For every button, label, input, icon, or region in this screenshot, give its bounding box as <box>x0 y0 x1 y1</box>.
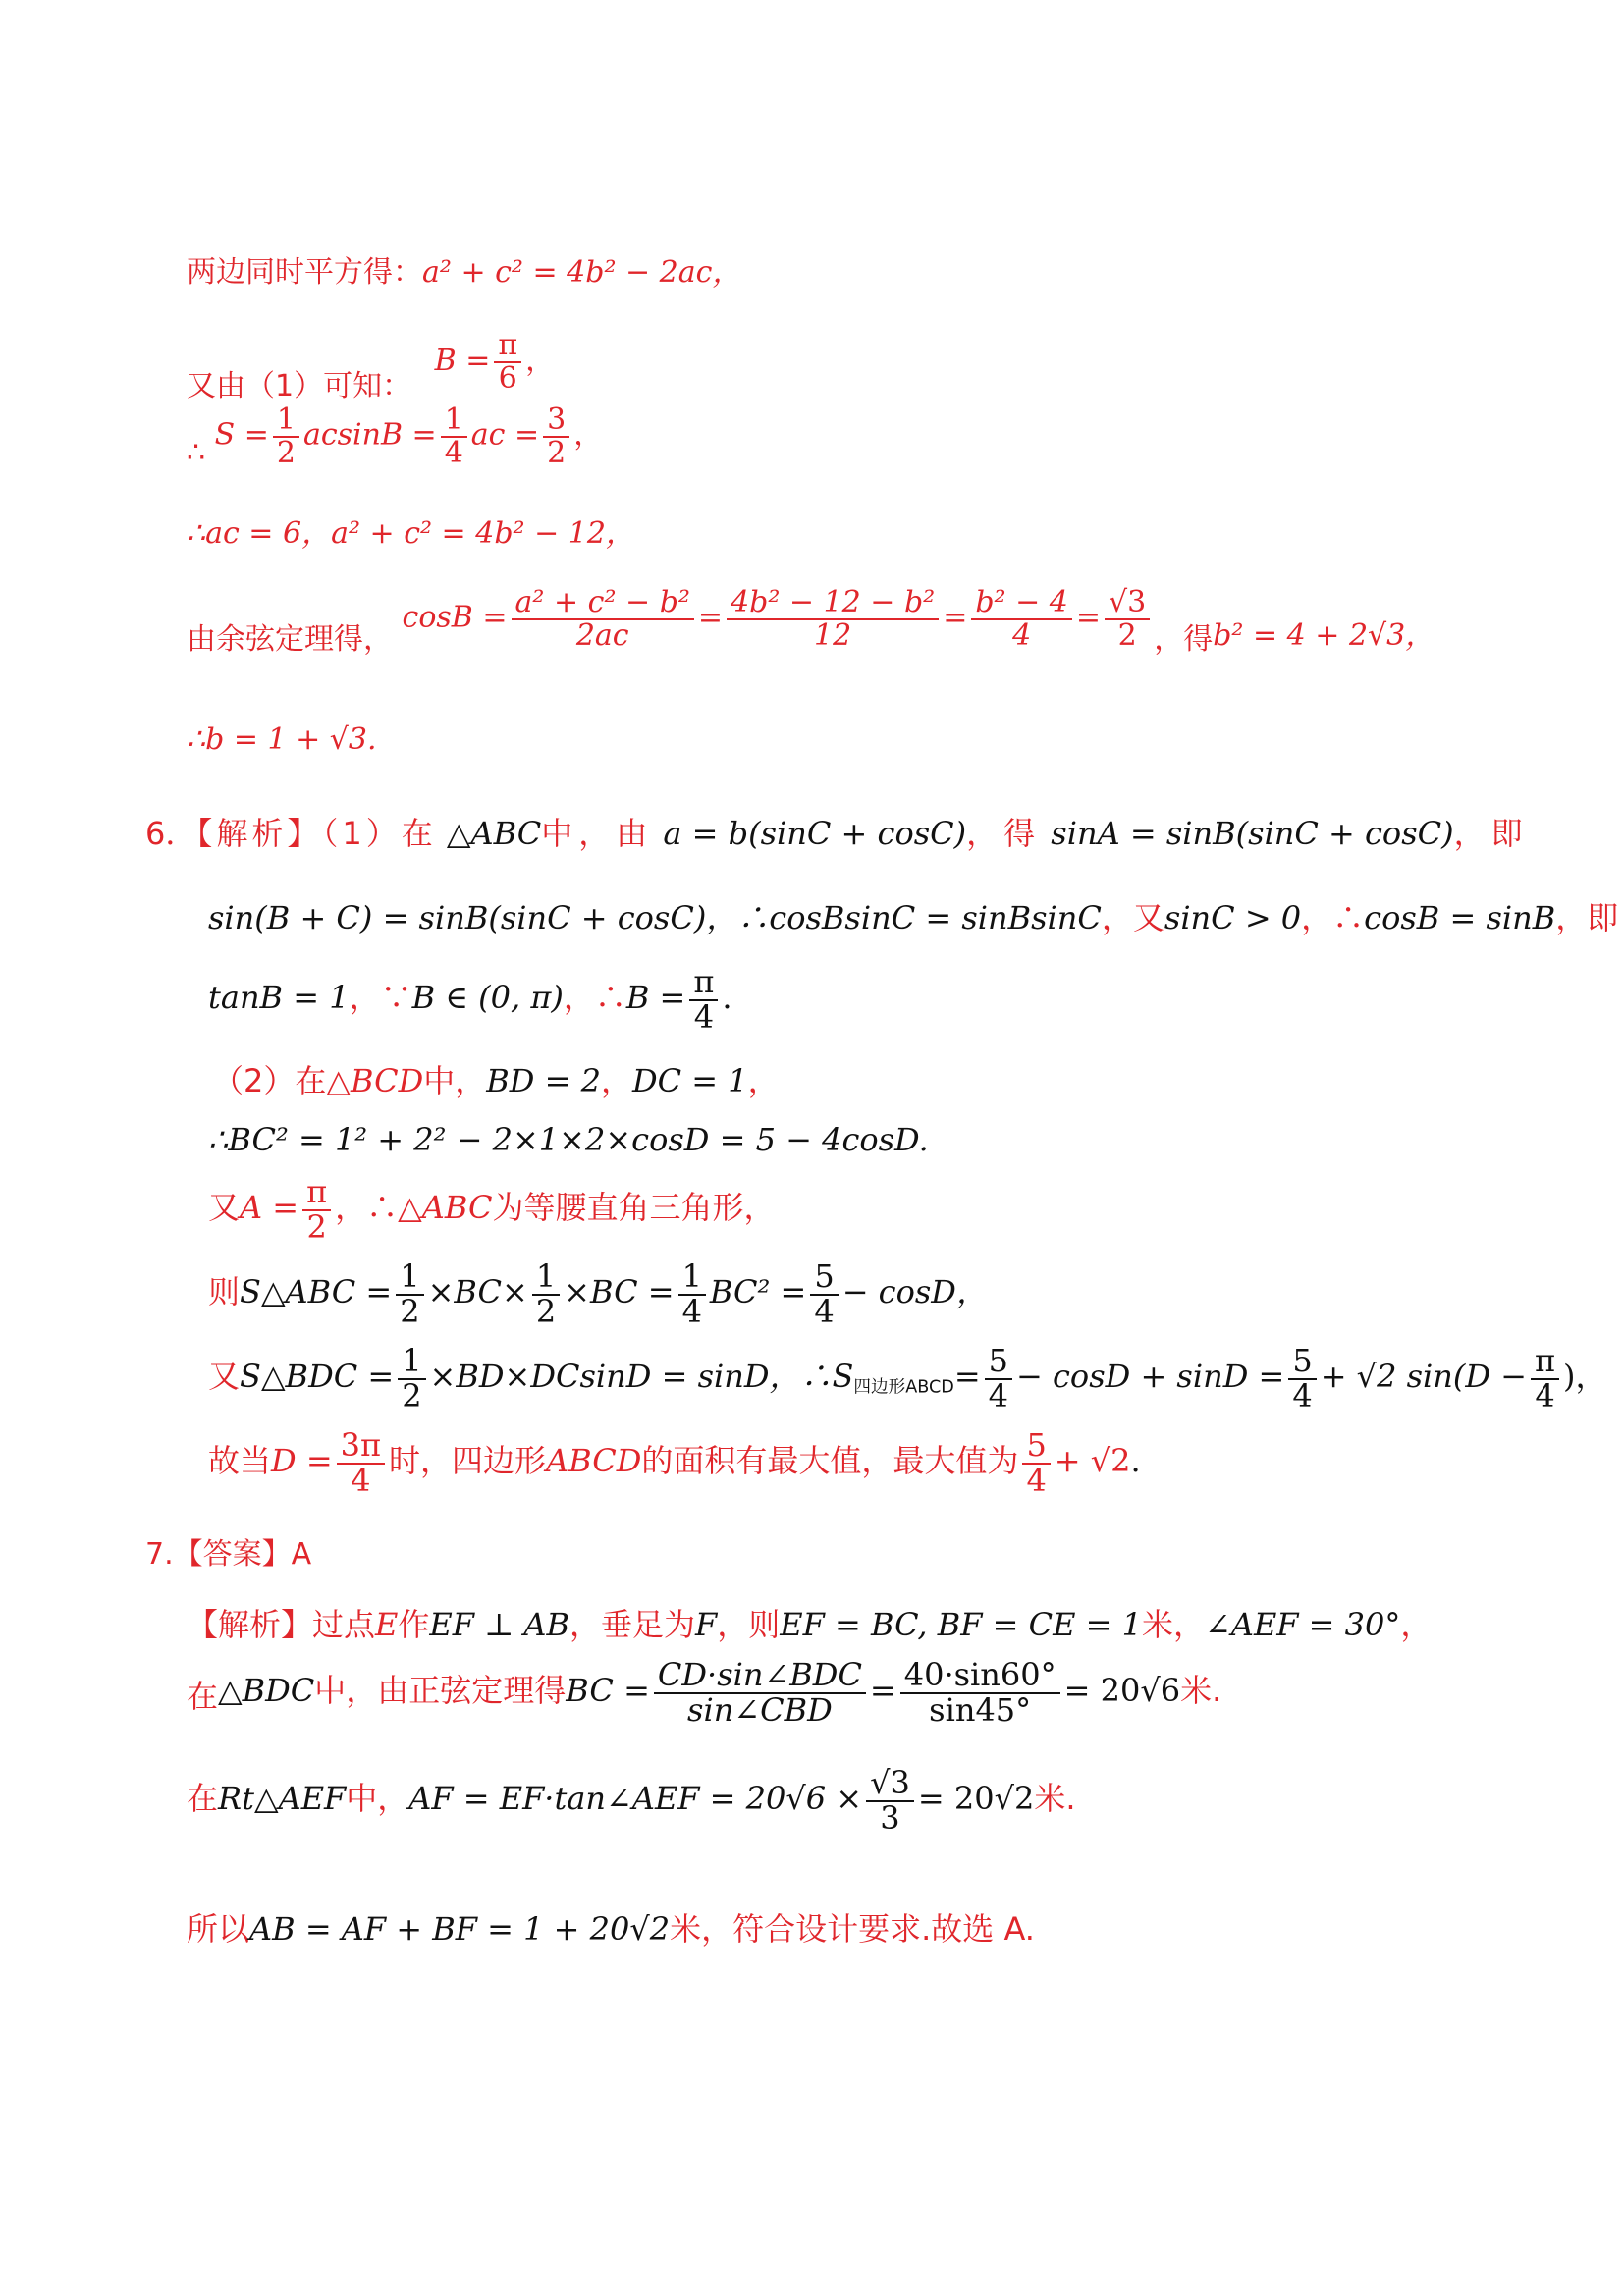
p7-l3-t1: 在 <box>187 1780 219 1818</box>
p6-p7-math: ABCD <box>546 1442 642 1480</box>
p6-p7-num: 3π <box>337 1429 385 1465</box>
p7-l3-m1: Rt△AEF <box>218 1780 347 1818</box>
p6-p6-m4: − cosD + sinD = <box>1016 1358 1285 1396</box>
p5-b-frac <box>494 330 521 394</box>
p6-p5-f2-den: 2 <box>535 1292 557 1330</box>
p6-l3-lhs: B = <box>625 979 686 1017</box>
p6-p4-t3: 为等腰直角三角形， <box>492 1189 776 1227</box>
p7-l3-t3: 米. <box>1034 1780 1076 1818</box>
p7-l1-m4: EF = BC, BF = CE = 1 <box>780 1606 1142 1643</box>
p5-area-tail: ， <box>573 417 604 453</box>
p6-l2-m2: ，∴cosBsinC = sinBsinC <box>706 899 1102 936</box>
p6-p6-m1: ×BD×DCsinD = sinD <box>429 1358 770 1396</box>
p5-cos-f3-den: 4 <box>1012 617 1032 653</box>
p7-l2-frac2 <box>900 1656 1060 1729</box>
p6-p6-f1-den: 2 <box>402 1376 422 1415</box>
p6-p5-m3: BC² = <box>709 1273 807 1311</box>
p5-area-mid: acsinB = <box>302 417 437 453</box>
p6-number: 6． <box>145 815 197 852</box>
p6-p5-frac1 <box>396 1257 423 1330</box>
p6-p5-t1: 则 <box>208 1273 241 1311</box>
p6-p6-frac2 <box>985 1342 1012 1415</box>
p5-line-known-text: 又由（1）可知： <box>187 368 412 403</box>
p5-cos-tail-text: ，得 <box>1154 621 1214 657</box>
p7-l1-t3: ，垂足为 <box>569 1606 696 1643</box>
p6-p6-m3: = <box>953 1358 981 1396</box>
p6-p6-t1: 又 <box>208 1358 241 1396</box>
p5-line-square-math: a² + c² = 4b² − 2ac， <box>422 255 742 290</box>
p6-p2-t1: （2）在 <box>212 1062 327 1099</box>
p5-area-f3-num: 3 <box>543 404 569 438</box>
p6-part2-line5 <box>208 1342 1607 1415</box>
p7-l2-f2-den: sin45° <box>929 1690 1032 1729</box>
p6-p2-t4: ， <box>747 1062 780 1099</box>
p5-cos-text: 由余弦定理得， <box>187 621 393 657</box>
p6-part2-line1 <box>212 1056 780 1101</box>
p6-p5-m2: ×BC = <box>564 1273 675 1311</box>
p5-line-square <box>187 247 741 291</box>
p6-p7-m: + √2 <box>1054 1442 1131 1480</box>
p6-p6-f4-num: π <box>1531 1345 1559 1380</box>
p6-p6-f4-den: 4 <box>1535 1376 1555 1415</box>
p5-b-den: 6 <box>498 360 517 396</box>
p6-heading-line <box>145 809 1529 854</box>
p7-l2-f2-num: 40·sin60° <box>900 1659 1060 1694</box>
p6-p6-frac1 <box>398 1342 425 1415</box>
p6-p7-f-den: 4 <box>1026 1461 1047 1499</box>
p5-b-lhs: B = <box>434 343 491 378</box>
p6-h-t4: ，即 <box>1453 815 1529 852</box>
p5-area-f3-den: 2 <box>547 435 567 470</box>
p6-p6-m2: ，∴S <box>769 1358 854 1396</box>
p7-l2-f1-den: sin∠CBD <box>687 1690 833 1729</box>
p6-p7-f-num: 5 <box>1022 1429 1050 1465</box>
p7-l2-t1: 在 <box>187 1678 219 1716</box>
p7-l1-t1: 【解析】过点 <box>187 1606 376 1643</box>
p6-p6-sub: 四边形ABCD <box>853 1377 954 1398</box>
p6-p7-max-frac <box>1022 1426 1050 1499</box>
p6-l3-m2: B ∈ (0, π) <box>411 979 564 1017</box>
p7-l2-t2: 中，由正弦定理得 <box>314 1672 567 1710</box>
p6-l2-t1: ，又 <box>1101 899 1164 936</box>
p6-p6-f3-num: 5 <box>1288 1345 1316 1380</box>
p6-p2-m1: △BCD <box>326 1062 424 1099</box>
p5-cos-f3-num: b² − 4 <box>971 587 1072 620</box>
p5-b-tail: ， <box>525 343 556 378</box>
p7-l2-frac1 <box>654 1656 866 1729</box>
p6-p6-m6: )， <box>1563 1358 1607 1396</box>
p5-line-ac: ∴ac = 6，a² + c² = 4b² − 12， <box>187 516 635 551</box>
p7-l3-m3: = 20√2 <box>917 1780 1035 1818</box>
p6-p2-m3: DC = 1 <box>631 1062 748 1099</box>
p6-p7-t3: 的面积有最大值，最大值为 <box>641 1442 1019 1480</box>
p5-line-area <box>187 404 603 468</box>
p6-p6-f1-num: 1 <box>398 1345 425 1380</box>
p6-p7-den: 4 <box>351 1461 371 1499</box>
p5-b-num: π <box>494 330 521 363</box>
p6-p7-tail: . <box>1130 1442 1141 1480</box>
p6-p7-t2: 时，四边形 <box>389 1442 547 1480</box>
p5-area-f2-num: 1 <box>441 404 467 438</box>
p5-cos-f4-den: 2 <box>1117 617 1137 653</box>
p5-area-mid2: ac = <box>470 417 540 453</box>
p6-p6-f2-den: 4 <box>988 1376 1009 1415</box>
p7-l3-t2: 中， <box>346 1780 409 1818</box>
p6-h-m2: a = b(sinC + cosC) <box>663 815 967 852</box>
p6-h-m3: sinA = sinB(sinC + cosC) <box>1051 815 1454 852</box>
p6-p5-f3-den: 4 <box>681 1292 702 1330</box>
p7-l1-t4: ，则 <box>717 1606 781 1643</box>
p6-p4-num: π <box>302 1176 331 1211</box>
p7-l1-m1: E <box>375 1606 399 1643</box>
p7-l1-t6: ， <box>1400 1606 1433 1643</box>
p6-part2-line3 <box>208 1173 776 1246</box>
p6-p5-f2-num: 1 <box>532 1260 560 1296</box>
p6-label: 【解析】（1）在 <box>196 815 437 852</box>
p5-cos-frac1 <box>512 587 694 651</box>
p6-p4-t2: ，∴ <box>335 1189 399 1227</box>
p6-part2-line2: ∴BC² = 1² + 2² − 2×1×2×cosD = 5 − 4cosD. <box>208 1121 929 1158</box>
p6-p6-f3-den: 4 <box>1292 1376 1313 1415</box>
p5-area-frac2 <box>441 404 467 468</box>
p6-l2-t2: ，∴ <box>1301 899 1365 936</box>
p6-p2-t3: ， <box>600 1062 632 1099</box>
p5-therefore: ∴ <box>187 435 206 470</box>
p6-l3-den: 4 <box>693 997 715 1036</box>
p5-cos-tail-math: b² = 4 + 2√3， <box>1213 617 1435 653</box>
p7-line2: 在△BDC中，由正弦定理得BC = $\frac{\text{CD·sin∠BDC}}{\text{sin∠CBD}}$ = $\frac{40\cdot\sin 60^\circ}{\sin 45^\circ}$ = 20√6米. <box>187 1656 1222 1729</box>
p6-line2 <box>208 893 1618 938</box>
p6-p6-frac4 <box>1531 1342 1559 1415</box>
p5-cos-f2-den: 12 <box>814 617 852 653</box>
p7-l2-t3: 米. <box>1180 1672 1222 1710</box>
p7-l1-m3: F <box>695 1606 718 1643</box>
p7-l2-m2: BC = <box>566 1672 650 1710</box>
p6-p5-f4-den: 4 <box>814 1292 835 1330</box>
p6-part2-line4 <box>208 1257 988 1330</box>
p6-l2-m3: sinC > 0 <box>1164 899 1302 936</box>
p7-line4 <box>187 1904 1035 1949</box>
p7-l2-f1-num: CD·sin∠BDC <box>654 1659 866 1694</box>
p5-area-f1-den: 2 <box>276 435 296 470</box>
p6-p5-frac3 <box>678 1257 706 1330</box>
p5-area-frac1 <box>273 404 299 468</box>
p7-l2-m3: = 20√6 <box>1063 1672 1181 1710</box>
p7-l1-t5: 米， <box>1142 1606 1206 1643</box>
p6-p5-f1-den: 2 <box>400 1292 420 1330</box>
p6-l3-num: π <box>689 966 718 1001</box>
p7-l4-t1: 所以 <box>187 1910 250 1948</box>
p6-part2-line6 <box>208 1426 1141 1499</box>
p6-l2-m1: sin(B + C) = sinB(sinC + cosC) <box>208 899 707 936</box>
p6-l2-t3: ，即 <box>1555 899 1619 936</box>
p6-h-m1: △ABC <box>446 815 542 852</box>
p6-p2-t2: 中， <box>423 1062 487 1099</box>
p5-cos-f2-num: 4b² − 12 − b² <box>727 587 939 620</box>
p5-line-square-text: 两边同时平方得： <box>187 255 422 290</box>
p6-l3-frac <box>689 963 718 1036</box>
p6-h-t2: 中，由 <box>541 815 654 852</box>
p6-p6-s: S△BDC = <box>240 1358 395 1396</box>
p6-p7-t1: 故当 <box>208 1442 272 1480</box>
p6-p7-lhs: D = <box>271 1442 333 1480</box>
p5-cos-lhs: cosB = <box>402 600 508 635</box>
p6-p6-m5: + √2 sin(D − <box>1320 1358 1527 1396</box>
p6-p4-den: 2 <box>306 1207 327 1246</box>
p7-l3-frac <box>866 1764 914 1837</box>
p7-l3-f-den: 3 <box>880 1798 900 1837</box>
p7-l3-f-num: √3 <box>866 1767 914 1802</box>
p7-l4-t2: 米，符合设计要求.故选 A. <box>670 1910 1035 1948</box>
p7-line1 <box>187 1600 1432 1645</box>
p6-l3-t2: ，∴ <box>563 979 626 1017</box>
p6-p5-f1-num: 1 <box>396 1260 423 1296</box>
p5-cos-frac3 <box>971 587 1072 651</box>
p5-line-known <box>187 322 556 403</box>
p6-p5-s: S△ABC = <box>240 1273 393 1311</box>
p6-p2-m2: BD = 2 <box>486 1062 601 1099</box>
p5-area-f1-num: 1 <box>273 404 299 438</box>
p6-p4-frac <box>302 1173 331 1246</box>
p7-l1-m2: EF ⊥ AB <box>429 1606 570 1643</box>
p6-p5-frac2 <box>532 1257 560 1330</box>
p6-l3-t1: ，∵ <box>349 979 412 1017</box>
p5-s: S = <box>214 417 269 453</box>
p5-cos-f1-num: a² + c² − b² <box>512 587 694 620</box>
p6-p4-lhs: A = <box>240 1189 299 1227</box>
p6-p5-m4: − cosD， <box>841 1273 988 1311</box>
p7-answer-heading: 7.【答案】A <box>145 1537 312 1572</box>
p5-area-frac3 <box>543 404 569 468</box>
p7-l4-m1: AB = AF + BF = 1 + 20√2 <box>249 1910 671 1948</box>
p7-line3 <box>187 1764 1076 1837</box>
p7-l3-m2: AF = EF·tan∠AEF = 20√6 × <box>408 1780 863 1818</box>
p6-p7-frac <box>337 1426 385 1499</box>
p6-p6-frac3 <box>1288 1342 1316 1415</box>
p5-cos-frac2 <box>727 587 939 651</box>
p7-l2-m1: △BDC <box>218 1672 315 1710</box>
p6-h-t3: ，得 <box>966 815 1042 852</box>
p6-p6-f2-num: 5 <box>985 1345 1012 1380</box>
p6-l3-tail: . <box>722 979 732 1017</box>
p5-cos-f4-num: √3 <box>1105 587 1150 620</box>
p5-cos-frac4 <box>1105 587 1150 651</box>
p5-cos-f1-den: 2ac <box>575 617 629 653</box>
p6-p5-f3-num: 1 <box>678 1260 706 1296</box>
p5-line-b: ∴b = 1 + √3. <box>187 722 377 757</box>
p6-p4-math: △ABC <box>398 1189 493 1227</box>
p6-l3-m1: tanB = 1 <box>208 979 350 1017</box>
p6-p5-f4-num: 5 <box>810 1260 838 1296</box>
p7-l1-t2: 作 <box>398 1606 430 1643</box>
p5-area-f2-den: 4 <box>444 435 463 470</box>
p6-l2-m4: cosB = sinB <box>1364 899 1556 936</box>
p6-p5-frac4 <box>810 1257 838 1330</box>
p5-line-cos: 由余弦定理得， cosB = $\frac{\text{a² + c² − b²}}{2ac}$ = $\frac{\text{4b² − 12 − b²}}{12}$ = $\frac{\text{b² − 4}}{4}$ = $\frac{√3}{2}$ ，得b² = 4 + 2√3， <box>187 585 1435 657</box>
p5-line-known-math <box>434 328 556 396</box>
p7-l1-m5: ∠AEF = 30° <box>1205 1606 1401 1643</box>
p6-p5-m1: ×BC× <box>427 1273 528 1311</box>
p6-line3 <box>208 963 732 1036</box>
p6-p4-t1: 又 <box>208 1189 241 1227</box>
